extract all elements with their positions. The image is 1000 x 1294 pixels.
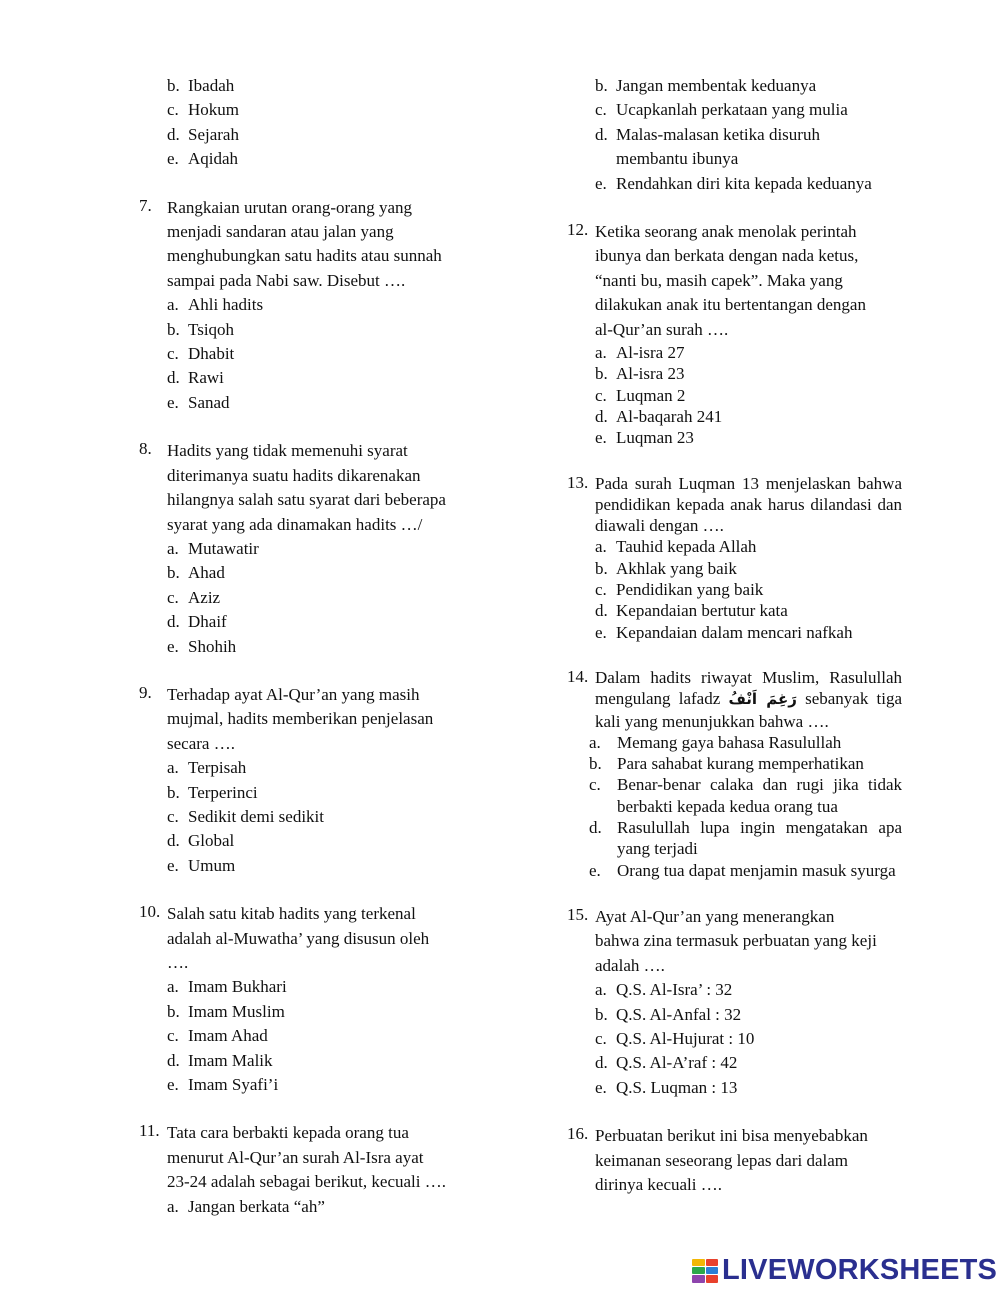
- q7-option-d[interactable]: d. Rawi: [167, 368, 224, 388]
- q7-option-c[interactable]: c. Dhabit: [167, 344, 235, 364]
- q6-option-e[interactable]: e. Aqidah: [167, 149, 239, 169]
- q8-option-a[interactable]: a. Mutawatir: [167, 538, 259, 558]
- q7-options: [139, 293, 479, 415]
- logo-square: [706, 1275, 719, 1282]
- q14-options: [567, 732, 902, 881]
- q10-option-d[interactable]: d. Imam Malik: [167, 1050, 273, 1070]
- q9-option-b[interactable]: b. Terperinci: [167, 782, 258, 802]
- q14-option-c[interactable]: c. Benar-benar calaka dan rugi jika tidak berbakti kepada kedua orang tua: [589, 775, 902, 816]
- q11-option-b[interactable]: b. Jangan membentak keduanya: [595, 76, 817, 95]
- logo-square: [706, 1259, 719, 1266]
- q13-option-d[interactable]: d. Kepandaian bertutur kata: [595, 601, 788, 621]
- q14-option-e[interactable]: e. Orang tua dapat menjamin masuk syurga: [589, 860, 896, 880]
- q11-options: [139, 1195, 479, 1219]
- q15-option-e[interactable]: e. Q.S. Luqman : 13: [595, 1077, 738, 1097]
- q7-option-e[interactable]: e. Sanad: [167, 392, 230, 412]
- q15-option-b[interactable]: b. Q.S. Al-Anfal : 32: [595, 1004, 742, 1024]
- question-7: [139, 196, 479, 294]
- q13-options: [567, 536, 902, 642]
- q13-option-b[interactable]: b. Akhlak yang baik: [595, 558, 737, 578]
- q8-options: [139, 537, 479, 659]
- q11-option-d[interactable]: d. Malas-malasan ketika disuruh membantu ibunya: [595, 124, 820, 169]
- right-column: [567, 74, 902, 1197]
- q8-option-e[interactable]: e. Shohih: [167, 636, 237, 656]
- q14-option-a[interactable]: a. Memang gaya bahasa Rasulullah: [589, 732, 842, 752]
- question-14: [567, 667, 902, 732]
- q8-option-c[interactable]: c. Aziz: [167, 587, 221, 607]
- q12-option-e[interactable]: e. Luqman 23: [595, 428, 694, 448]
- q9-option-a[interactable]: a. Terpisah: [167, 758, 247, 778]
- q11-option-c[interactable]: c. Ucapkanlah perkataan yang mulia: [595, 100, 848, 120]
- question-text: Terhadap ayat Al-Qur’an yang masih mujmal, hadits memberikan penjelasan secara ….: [167, 684, 434, 753]
- q7-option-b[interactable]: b. Tsiqoh: [167, 319, 235, 339]
- q6-options: [139, 74, 479, 172]
- question-number: 9.: [139, 682, 152, 702]
- q10-option-c[interactable]: c. Imam Ahad: [167, 1026, 268, 1046]
- q9-options: [139, 756, 479, 878]
- q10-option-e[interactable]: e. Imam Syafi’i: [167, 1075, 279, 1095]
- q6-option-c[interactable]: c. Hokum: [167, 100, 239, 120]
- question-12: [567, 220, 902, 342]
- q15-option-d[interactable]: d. Q.S. Al-A’raf : 42: [595, 1053, 738, 1073]
- question-text: Tata cara berbakti kepada orang tua menurut Al-Qur’an surah Al-Isra ayat 23-24 adalah sebagai berikut, kecuali ….: [167, 1123, 446, 1192]
- q13-option-e[interactable]: e. Kepandaian dalam mencari nafkah: [595, 622, 853, 642]
- q11-option-e[interactable]: e. Rendahkan diri kita kepada keduanya: [595, 173, 872, 193]
- q8-option-b[interactable]: b. Ahad: [167, 563, 225, 583]
- question-11: [139, 1121, 479, 1194]
- arabic-phrase: رَغِمَ اَنْفُ: [728, 690, 797, 709]
- question-text: Ketika seorang anak menolak perintah ibunya dan berkata dengan nada ketus, “nanti bu, masih capek”. Maka yang dilakukan anak itu bertentangan dengan al-Qur’an surah ….: [595, 222, 866, 339]
- question-number: 10.: [139, 902, 161, 922]
- question-number: 13.: [567, 472, 589, 492]
- q11-options-continued: [567, 74, 902, 196]
- q12-option-b[interactable]: b. Al-isra 23: [595, 364, 685, 384]
- q12-option-c[interactable]: c. Luqman 2: [595, 385, 686, 405]
- question-10: [139, 902, 479, 975]
- q6-option-d[interactable]: d. Sejarah: [167, 124, 239, 144]
- q9-option-c[interactable]: c. Sedikit demi sedikit: [167, 806, 324, 826]
- q6-option-b[interactable]: b. Ibadah: [167, 76, 235, 95]
- question-8: [139, 439, 479, 537]
- question-number: 15.: [567, 904, 589, 924]
- q13-option-a[interactable]: a. Tauhid kepada Allah: [595, 537, 757, 557]
- question-text: Pada surah Luqman 13 menjelaskan bahwa pendidikan kepada anak harus dilandasi dan diawali dengan ….: [595, 473, 902, 536]
- q14-option-b[interactable]: b. Para sahabat kurang memperhatikan: [589, 754, 864, 774]
- q15-option-c[interactable]: c. Q.S. Al-Hujurat : 10: [595, 1028, 755, 1048]
- q12-option-a[interactable]: a. Al-isra 27: [595, 343, 685, 363]
- question-number: 8.: [139, 439, 152, 459]
- q15-option-a[interactable]: a. Q.S. Al-Isra’ : 32: [595, 980, 733, 1000]
- question-9: [139, 683, 479, 756]
- logo-text: LIVEWORKSHEETS: [722, 1254, 998, 1286]
- logo-square: [692, 1259, 705, 1266]
- question-text: Salah satu kitab hadits yang terkenal adalah al-Muwatha’ yang disusun oleh ….: [167, 904, 430, 972]
- q12-options: [567, 342, 902, 448]
- question-number: 14.: [567, 666, 589, 686]
- left-column: [139, 74, 479, 1219]
- q8-option-d[interactable]: d. Dhaif: [167, 612, 227, 632]
- logo-mark-icon: [692, 1259, 718, 1283]
- logo-square: [706, 1267, 719, 1274]
- q15-options: [567, 978, 902, 1100]
- question-15: [567, 905, 902, 978]
- logo-square: [692, 1275, 705, 1282]
- question-13: [567, 473, 902, 537]
- question-text: Hadits yang tidak memenuhi syarat diterimanya suatu hadits dikarenakan hilangnya salah satu syarat dari beberapa syarat yang ada dinamakan hadits …/: [167, 441, 446, 534]
- q12-option-d[interactable]: d. Al-baqarah 241: [595, 406, 723, 426]
- q10-option-b[interactable]: b. Imam Muslim: [167, 1001, 285, 1021]
- question-text: Dalam hadits riwayat Muslim, Rasulullah mengulang lafadz رَغِمَ اَنْفُ sebanyak tiga kali yang menunjukkan bahwa ….: [595, 667, 903, 731]
- q14-option-d[interactable]: d. Rasulullah lupa ingin mengatakan apa yang terjadi: [589, 818, 902, 859]
- question-number: 7.: [139, 195, 152, 215]
- question-text: Ayat Al-Qur’an yang menerangkan bahwa zina termasuk perbuatan yang keji adalah ….: [595, 906, 877, 975]
- q7-option-a[interactable]: a. Ahli hadits: [167, 295, 264, 315]
- liveworksheets-logo: [692, 1254, 997, 1287]
- q9-option-e[interactable]: e. Umum: [167, 855, 236, 875]
- q11-option-a[interactable]: a. Jangan berkata “ah”: [167, 1196, 325, 1216]
- logo-square: [692, 1267, 705, 1274]
- question-text: Rangkaian urutan orang-orang yang menjadi sandaran atau jalan yang menghubungkan satu hadits atau sunnah sampai pada Nabi saw. Disebut ….: [167, 197, 442, 290]
- question-number: 12.: [567, 220, 589, 240]
- q10-option-a[interactable]: a. Imam Bukhari: [167, 977, 287, 997]
- q9-option-d[interactable]: d. Global: [167, 831, 235, 851]
- question-number: 11.: [139, 1121, 160, 1141]
- question-number: 16.: [567, 1124, 589, 1144]
- question-text: Perbuatan berikut ini bisa menyebabkan keimanan seseorang lepas dari dalam dirinya kecuali ….: [595, 1126, 868, 1194]
- question-16: [567, 1124, 902, 1197]
- q13-option-c[interactable]: c. Pendidikan yang baik: [595, 580, 764, 600]
- q10-options: [139, 975, 479, 1097]
